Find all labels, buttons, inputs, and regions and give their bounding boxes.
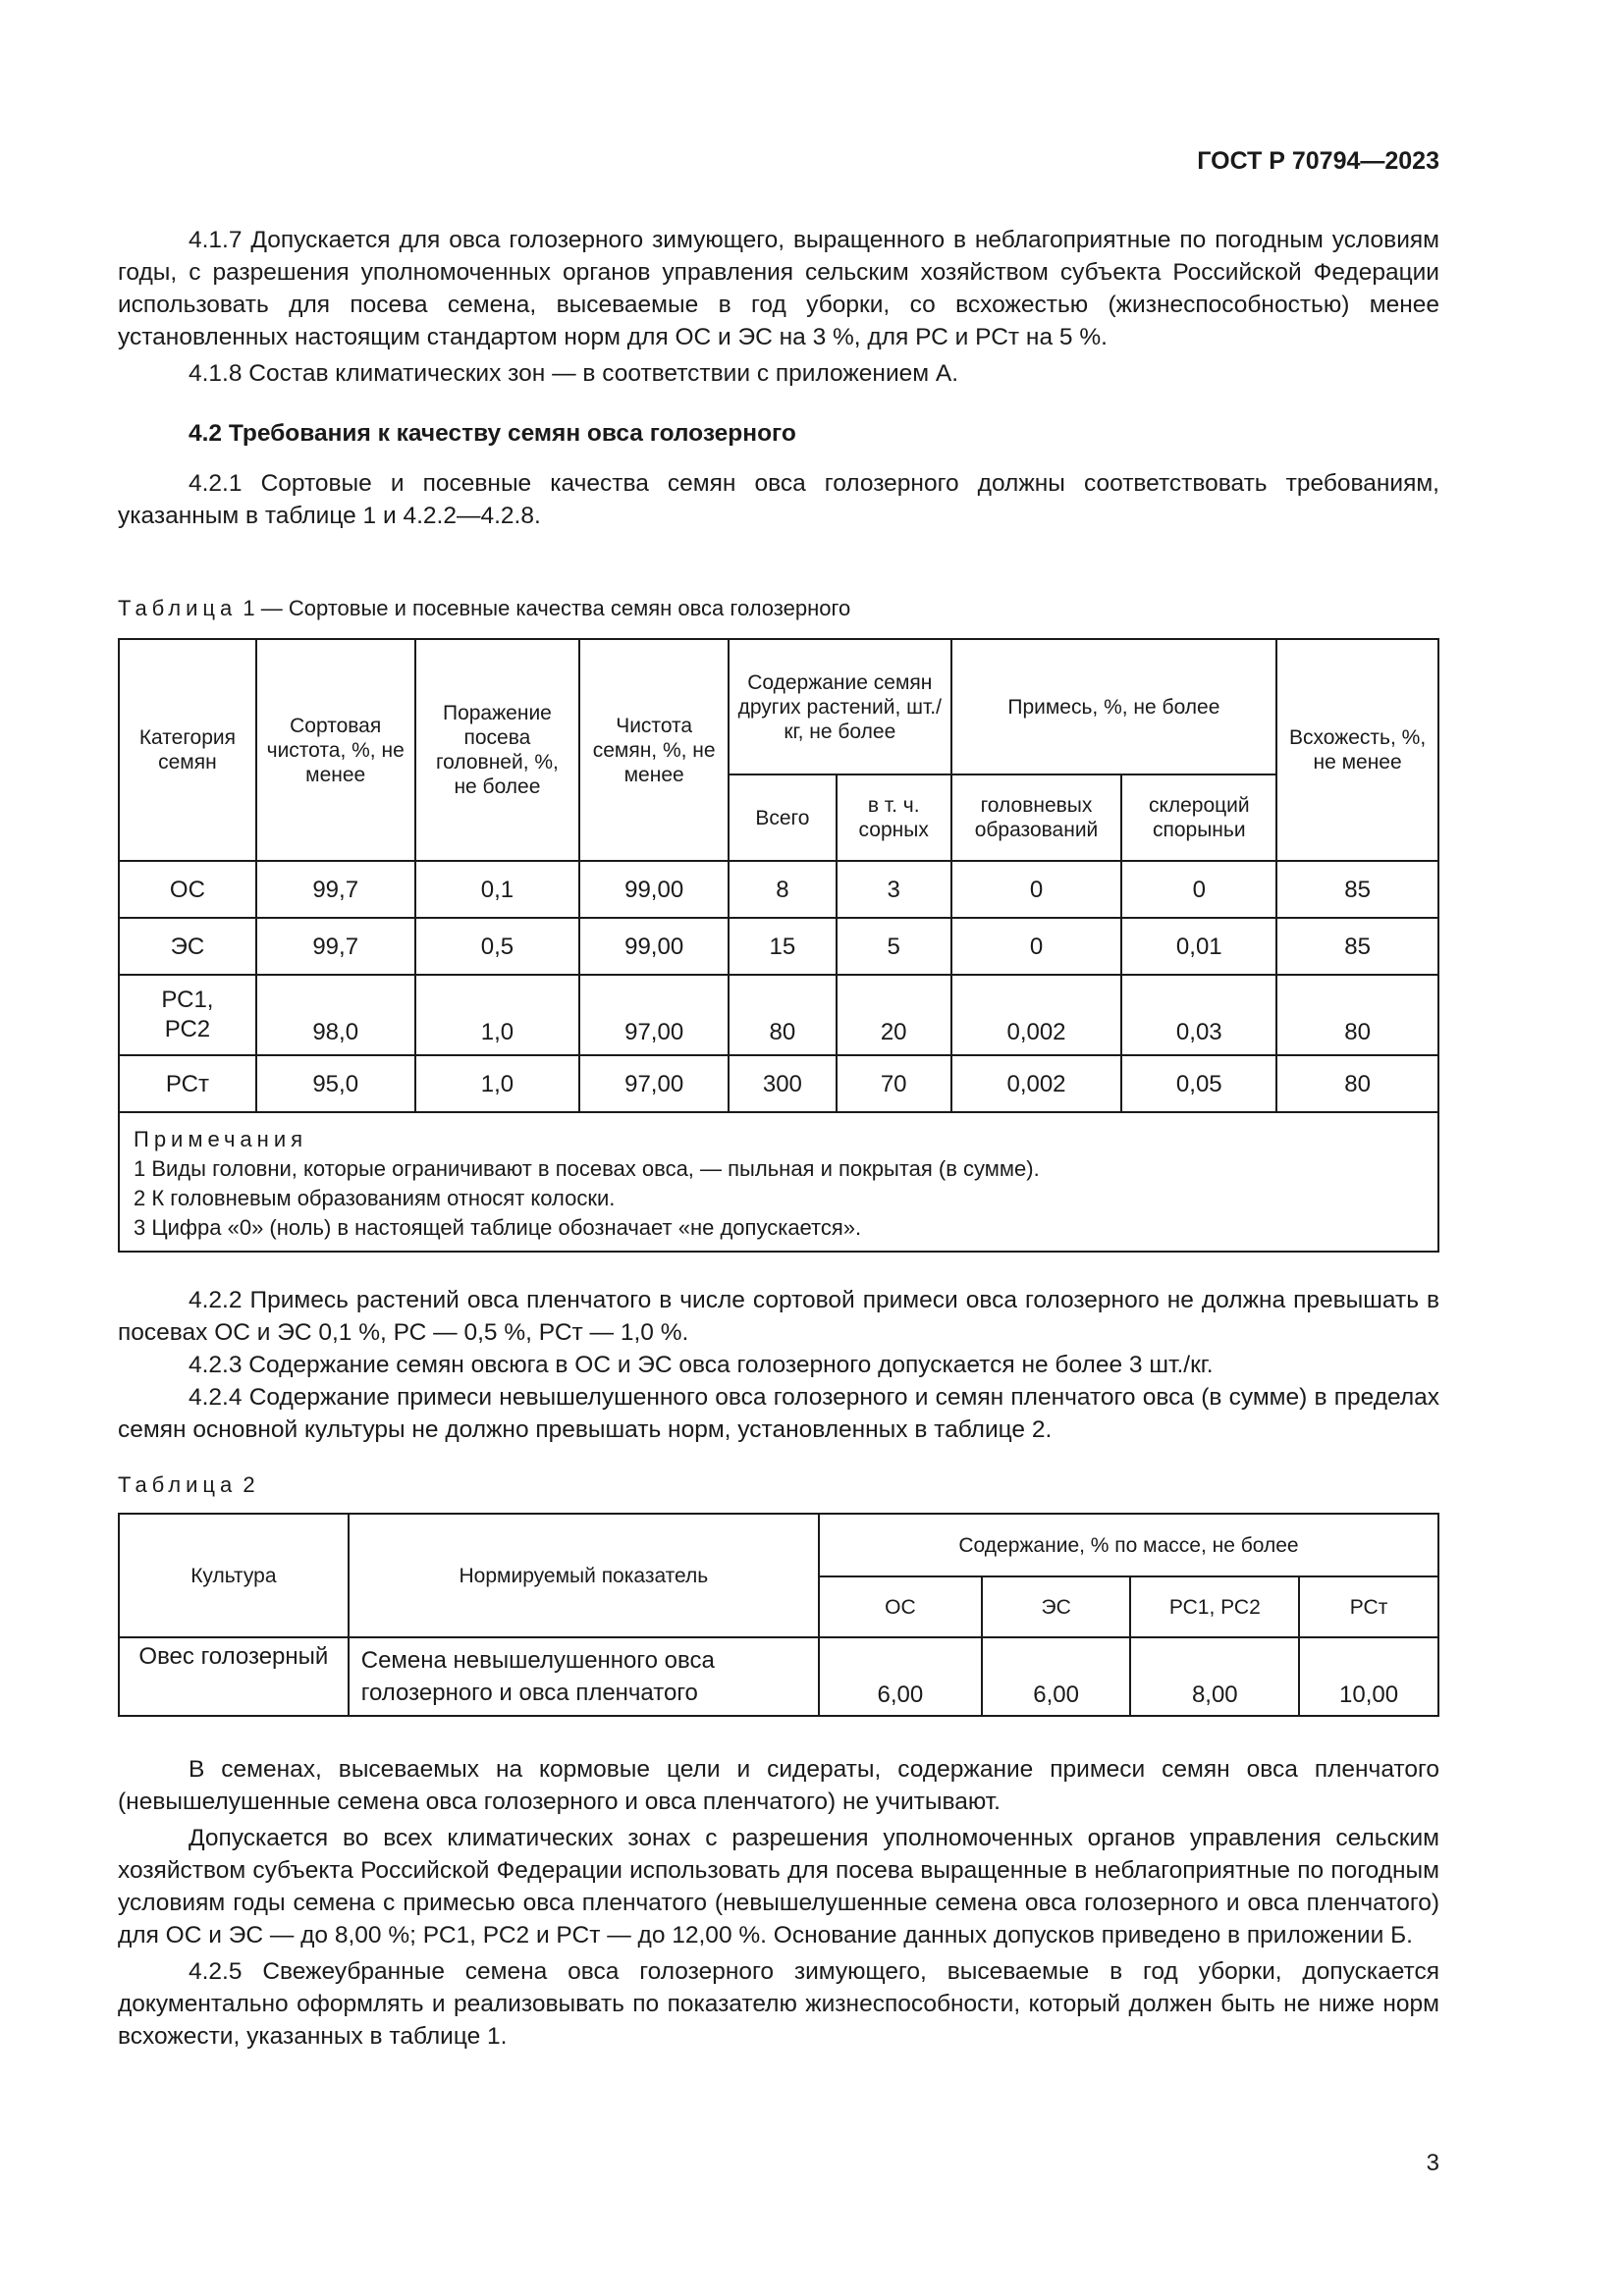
header-germination: Всхожесть, %, не менее — [1276, 639, 1438, 861]
table-cell: 99,7 — [256, 918, 415, 975]
table-cell: 0,002 — [951, 975, 1122, 1055]
table-cell: 6,00 — [982, 1637, 1131, 1716]
table2-caption-label: Таблица — [118, 1472, 238, 1497]
header-rs12: РС1, РС2 — [1130, 1576, 1299, 1637]
table-cell: 0 — [1121, 861, 1276, 918]
table-row — [119, 975, 1438, 1055]
cell-category: РСт — [119, 1055, 256, 1112]
table-cell: 99,7 — [256, 861, 415, 918]
category-line: РС1, — [161, 987, 214, 1013]
table-row — [119, 861, 1438, 918]
table-cell: 0,05 — [1121, 1055, 1276, 1112]
section-4-1-text — [118, 224, 1439, 532]
table1-caption-label: Таблица — [118, 596, 238, 620]
table2-caption-number: 2 — [243, 1472, 255, 1497]
header-other-total: Всего — [729, 774, 837, 861]
table-cell: 15 — [729, 918, 837, 975]
header-os: ОС — [819, 1576, 982, 1637]
section-4-2-2-text — [118, 1284, 1439, 1446]
header-content: Содержание, % по массе, не более — [819, 1514, 1438, 1576]
notes-heading: Примечания — [134, 1127, 308, 1151]
paragraph-feed-purposes: В семенах, высеваемых на кормовые цели и сидераты, содержание примеси семян овса пленчатого (невышелушенные семена овса голозерного и овса пленчатого) не учитывают. — [118, 1756, 1439, 1815]
table-cell: 0,1 — [415, 861, 580, 918]
paragraph-4-2-4: 4.2.4 Содержание примеси невышелушенного овса голозерного и семян пленчатого овса (в сумме) в пределах семян основной культуры не должно превышать норм, установленных в таблице 2. — [118, 1384, 1439, 1443]
table-cell: 98,0 — [256, 975, 415, 1055]
paragraph-4-1-8: 4.1.8 Состав климатических зон — в соответствии с приложением А. — [189, 360, 959, 387]
table-cell: 0 — [951, 861, 1122, 918]
section-final-text — [118, 1753, 1439, 2053]
page-number: 3 — [1426, 2150, 1439, 2176]
header-admix-smut: головневых образований — [951, 774, 1122, 861]
header-varietal-purity: Сортовая чистота, %, не менее — [256, 639, 415, 861]
table-cell: 0,01 — [1121, 918, 1276, 975]
table-cell: 10,00 — [1299, 1637, 1438, 1716]
paragraph-4-1-7: 4.1.7 Допускается для овса голозерного зимующего, выращенного в неблагоприятные по погодным условиям годы, с разрешения уполномоченных органов управления сельским хозяйством субъекта Российской Федерации использовать для посева семена, высеваемые в год уборки, со всхожестью (жизнеспособностью) менее установленных настоящим стандартом норм для ОС и ЭС на 3 %, для РС и РСт на 5 %. — [118, 227, 1439, 350]
table-cell: 0,03 — [1121, 975, 1276, 1055]
table-row — [119, 918, 1438, 975]
table-cell: 97,00 — [579, 1055, 729, 1112]
table-admixture-norms — [118, 1513, 1439, 1717]
header-other-weeds: в т. ч. сорных — [837, 774, 951, 861]
table2-caption — [118, 1472, 255, 1498]
table-cell: 97,00 — [579, 975, 729, 1055]
table-cell: 3 — [837, 861, 951, 918]
table-cell: 99,00 — [579, 918, 729, 975]
table-cell: 80 — [1276, 975, 1438, 1055]
table-cell: 6,00 — [819, 1637, 982, 1716]
table-cell: 5 — [837, 918, 951, 975]
table-cell: 70 — [837, 1055, 951, 1112]
table-notes-row — [119, 1112, 1438, 1252]
cell-category: ЭС — [119, 918, 256, 975]
table-cell: 99,00 — [579, 861, 729, 918]
header-seed-purity: Чистота семян, %, не менее — [579, 639, 729, 861]
table-row — [119, 1055, 1438, 1112]
header-smut-damage: Поражение посева головней, %, не более — [415, 639, 580, 861]
table-cell: 95,0 — [256, 1055, 415, 1112]
table-seed-quality — [118, 638, 1439, 1253]
header-es: ЭС — [982, 1576, 1131, 1637]
table-cell: 8,00 — [1130, 1637, 1299, 1716]
paragraph-4-2-2: 4.2.2 Примесь растений овса пленчатого в числе сортовой примеси овса голозерного не должна превышать в посевах ОС и ЭС 0,1 %, РС — 0,5 %, РСт — 1,0 %. — [118, 1287, 1439, 1346]
table-cell: 85 — [1276, 861, 1438, 918]
note-item: 2 К головневым образованиям относят колоски. — [134, 1186, 616, 1210]
table-cell: 1,0 — [415, 975, 580, 1055]
table-cell: 0 — [951, 918, 1122, 975]
paragraph-allowance: Допускается во всех климатических зонах с разрешения уполномоченных органов управления сельским хозяйством субъекта Российской Федерации использовать для посева выращенные в неблагоприятные по погодным условиям годы семена с примесью овса пленчатого (невышелушенные семена овса голозерного и овса пленчатого) для ОС и ЭС — до 8,00 %; РС1, РС2 и РСт — до 12,00 %. Основание данных допусков приведено в приложении Б. — [118, 1825, 1439, 1949]
table-cell: 0,002 — [951, 1055, 1122, 1112]
table-cell: 1,0 — [415, 1055, 580, 1112]
category-line: РС2 — [164, 1016, 211, 1042]
table-notes — [119, 1112, 1438, 1252]
header-admix-ergot: склероций спорыньи — [1121, 774, 1276, 861]
table-cell: 0,5 — [415, 918, 580, 975]
header-culture: Культура — [119, 1514, 349, 1637]
paragraph-4-2-1: 4.2.1 Сортовые и посевные качества семян овса голозерного должны соответствовать требованиям, указанным в таблице 1 и 4.2.2—4.2.8. — [118, 470, 1439, 529]
table1-caption — [118, 596, 850, 621]
header-rst: РСт — [1299, 1576, 1438, 1637]
table-cell: 300 — [729, 1055, 837, 1112]
table-cell: 85 — [1276, 918, 1438, 975]
header-other-seeds: Содержание семян других растений, шт./кг, не более — [729, 639, 951, 774]
cell-indicator: Семена невышелушенного овса голозерного и овса пленчатого — [349, 1637, 819, 1716]
table1-caption-text: 1 — Сортовые и посевные качества семян овса голозерного — [243, 596, 851, 620]
header-indicator: Нормируемый показатель — [349, 1514, 819, 1637]
table-cell: 8 — [729, 861, 837, 918]
note-item: 1 Виды головни, которые ограничивают в посевах овса, — пыльная и покрытая (в сумме). — [134, 1156, 1040, 1181]
paragraph-4-2-5: 4.2.5 Свежеубранные семена овса голозерного зимующего, высеваемые в год уборки, допускается документально оформлять и реализовывать по показателю жизнеспособности, который должен быть не ниже норм всхожести, указанных в таблице 1. — [118, 1958, 1439, 2050]
note-item: 3 Цифра «0» (ноль) в настоящей таблице обозначает «не допускается». — [134, 1215, 862, 1240]
header-admixture: Примесь, %, не более — [951, 639, 1277, 774]
table-row — [119, 1637, 1438, 1716]
table-cell: 80 — [1276, 1055, 1438, 1112]
header-category: Категория семян — [119, 639, 256, 861]
document-id-header: ГОСТ Р 70794—2023 — [1197, 147, 1439, 175]
cell-culture: Овес голозерный — [119, 1637, 349, 1716]
table-cell: 80 — [729, 975, 837, 1055]
section-heading-4-2: 4.2 Требования к качеству семян овса голозерного — [189, 420, 796, 447]
cell-category: ОС — [119, 861, 256, 918]
table-cell: 20 — [837, 975, 951, 1055]
cell-category — [119, 975, 256, 1055]
paragraph-4-2-3: 4.2.3 Содержание семян овсюга в ОС и ЭС овса голозерного допускается не более 3 шт./кг. — [189, 1352, 1214, 1378]
